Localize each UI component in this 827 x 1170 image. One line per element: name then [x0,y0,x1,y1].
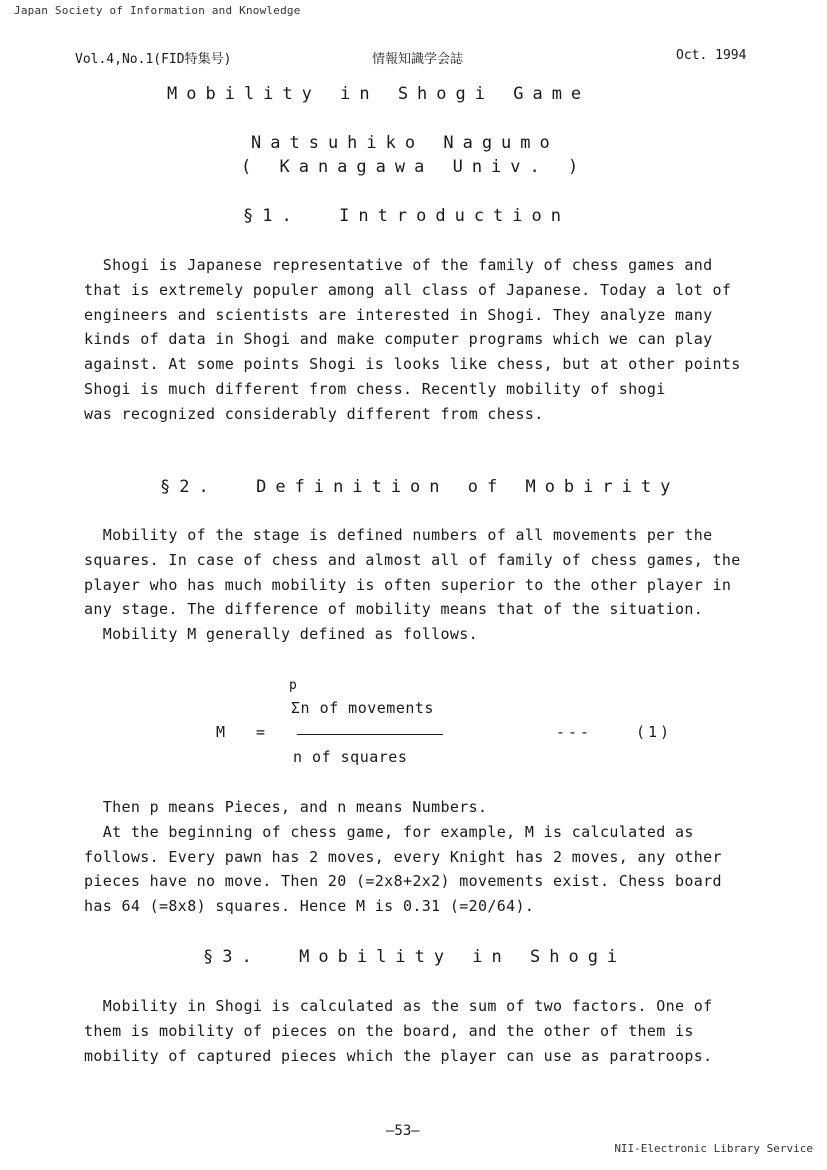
text-line: pieces have no move. Then 20 (=2x8+2x2) movements exist. Chess board [84,872,722,891]
paragraph-definition [84,523,744,647]
text-line: squares. In case of chess and almost all of family of chess games, the [84,550,741,569]
text-line: Mobility in Shogi is calculated as the sum of two factors. One of [84,997,713,1015]
paragraph-example [84,795,744,919]
volume-info: Vol.4,No.1(FID特集号) [75,52,232,67]
equation-number: (1) [636,723,673,741]
text-line: Shogi is Japanese representative of the family of chess games and [84,256,713,274]
text-line: that is extremely populer among all class of Japanese. Today a lot of [84,280,732,299]
paragraph-introduction [84,253,744,427]
formula-numerator: Σn of movements [291,699,434,717]
formula-equals: = [256,723,266,741]
section-heading-introduction: §1. Introduction [243,206,570,226]
source-header: Japan Society of Information and Knowledge [14,4,301,17]
text-line: Then p means Pieces, and n means Numbers. [84,798,488,816]
text-line: any stage. The difference of mobility means that of the situation. [84,600,704,619]
text-line: them is mobility of pieces on the board, and the other of them is [84,1021,694,1040]
journal-name: 情報知識学会誌 [372,52,464,67]
text-line: mobility of captured pieces which the player can use as paratroops. [84,1046,713,1065]
library-footer: NII-Electronic Library Service [614,1142,813,1155]
fraction-bar [297,734,443,735]
text-line: Mobility M generally defined as follows. [84,625,478,644]
text-line: Mobility of the stage is defined numbers of all movements per the [84,526,713,544]
text-line: against. At some points Shogi is looks like chess, but at other points [84,355,741,374]
paper-title: Mobility in Shogi Game [167,84,591,104]
formula-dashes: --- [556,723,593,741]
text-line: has 64 (=8x8) squares. Hence M is 0.31 (=20/64). [84,897,535,916]
page-number: —53— [386,1123,420,1139]
paragraph-shogi [84,994,744,1068]
text-line: At the beginning of chess game, for example, M is calculated as [84,822,694,841]
formula-denominator: n of squares [293,748,408,766]
author-affiliation: ( Kanagawa Univ. ) [241,157,588,177]
text-line: follows. Every pawn has 2 moves, every Knight has 2 moves, any other [84,847,722,866]
formula-sum-superscript: p [289,678,297,693]
issue-date: Oct. 1994 [676,48,747,63]
text-line: was recognized considerably different from chess. [84,404,544,423]
formula-lhs: M [216,723,226,741]
section-heading-mobility-in-shogi: §3. Mobility in Shogi [203,947,627,967]
author-name: Natsuhiko Nagumo [251,133,559,153]
section-heading-definition: §2. Definition of Mobirity [160,477,680,497]
text-line: Shogi is much different from chess. Recently mobility of shogi [84,379,666,398]
text-line: engineers and scientists are interested in Shogi. They analyze many [84,305,713,324]
text-line: player who has much mobility is often superior to the other player in [84,575,732,594]
text-line: kinds of data in Shogi and make computer programs which we can play [84,330,713,349]
